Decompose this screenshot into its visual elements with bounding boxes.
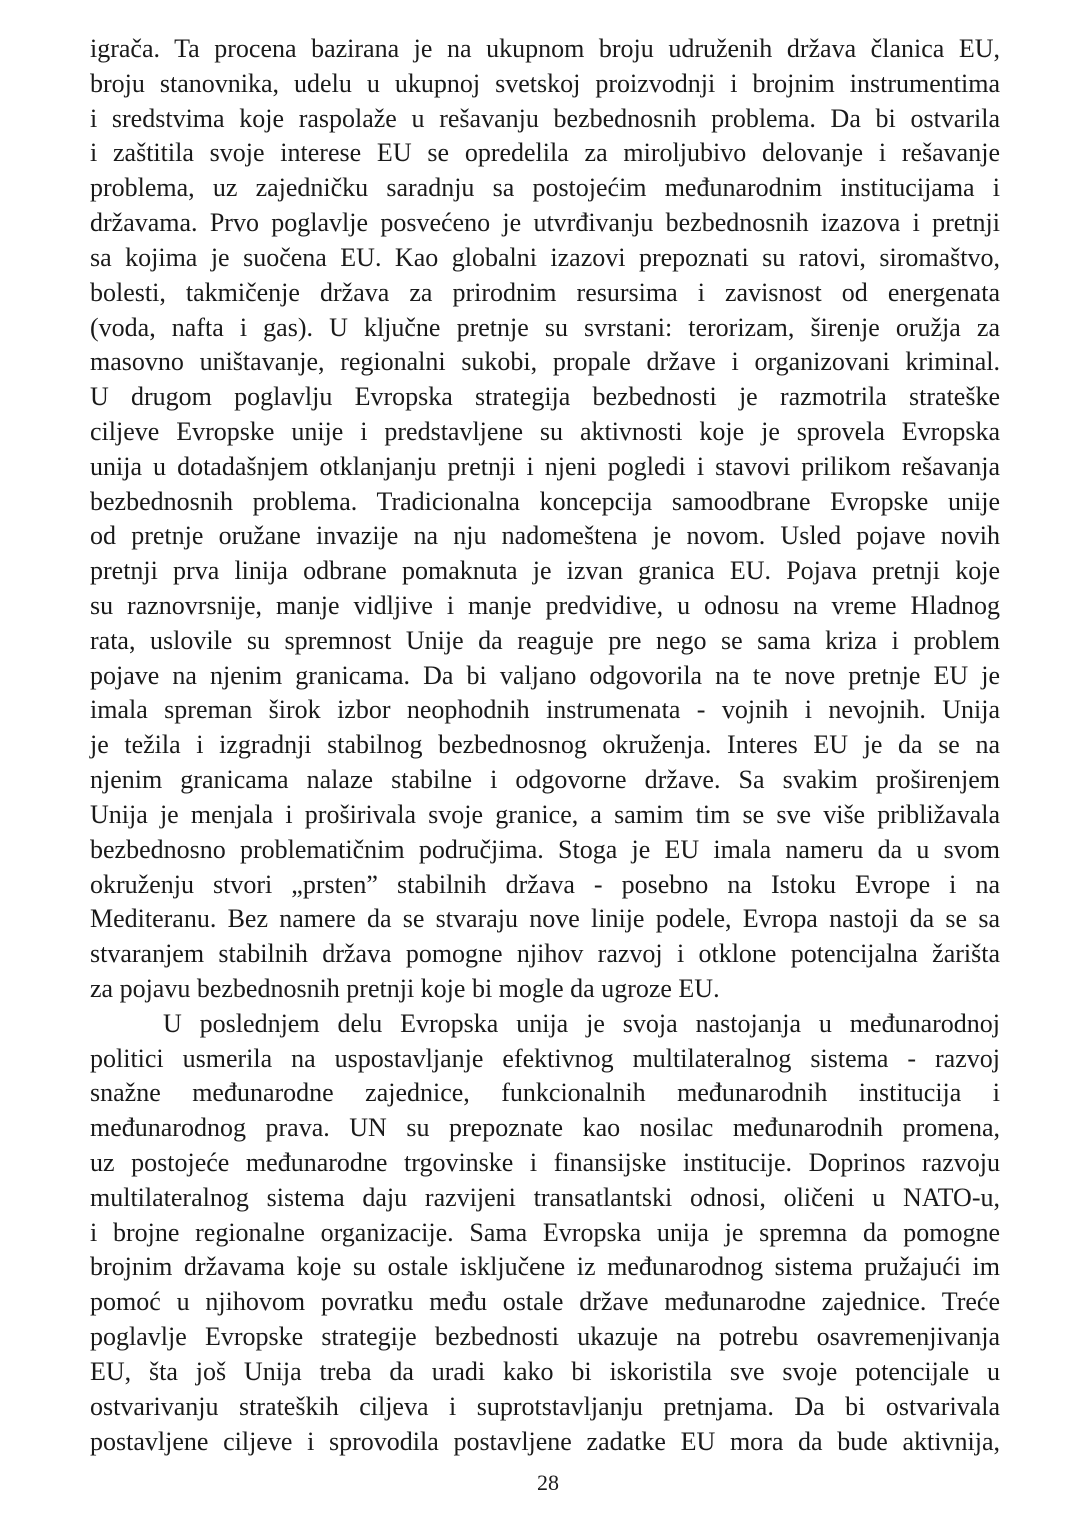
text-line: (voda, nafta i gas). U ključne pretnje su svrstani: terorizam, širenje oružja za <box>90 312 1000 342</box>
text-line: broju stanovnika, udelu u ukupnoj svetskoj proizvodnji i brojnim instrumentima <box>90 68 1000 98</box>
text-line: i brojne regionalne organizacije. Sama Evropska unija je spremna da pomogne <box>90 1217 1000 1247</box>
text-line: od pretnje oružane invazije na nju nadomeštena je novom. Usled pojave novih <box>90 521 1000 551</box>
text-line: rata, uslovile su spremnost Unije da reaguje pre nego se sama kriza i problem <box>90 625 1000 655</box>
text-line: igrača. Ta procena bazirana je na ukupnom broju udruženih država članica EU, <box>90 34 1000 63</box>
text-line: njenim granicama nalaze stabilne i odgovorne države. Sa svakim proširenjem <box>90 765 1000 795</box>
text-line: U drugom poglavlju Evropska strategija bezbednosti je razmotrila strateške <box>90 382 1000 412</box>
text-line: sa kojima je suočena EU. Kao globalni izazovi prepoznati su ratovi, siromaštvo, <box>90 242 1000 272</box>
text-line: državama. Prvo poglavlje posvećeno je utvrđivanju bezbednosnih izazova i pretnji <box>90 208 1000 238</box>
text-line: pretnji prva linija odbrane pomaknuta je izvan granica EU. Pojava pretnji koje <box>90 556 1000 586</box>
paragraph <box>90 32 1000 1007</box>
text-line: postavljene ciljeve i sprovodila postavljene zadatke EU mora da bude aktivnija, <box>90 1426 1000 1456</box>
text-line: multilateralnog sistema daju razvijeni transatlantski odnosi, oličeni u NATO-u, <box>90 1182 1000 1212</box>
text-line: EU, šta još Unija treba da uradi kako bi iskoristila sve svoje potencijale u <box>90 1356 1000 1386</box>
text-line: imala spreman širok izbor neophodnih instrumenata - vojnih i nevojnih. Unija <box>90 695 1000 725</box>
text-line: problema, uz zajedničku saradnju sa postojećim međunarodnim institucijama i <box>90 173 1000 203</box>
text-line: i zaštitila svoje interese EU se opredelila za miroljubivo delovanje i rešavanje <box>90 138 1000 168</box>
text-line: politici usmerila na uspostavljanje efektivnog multilateralnog sistema - razvoj <box>90 1043 1000 1073</box>
text-line: unija u dotadašnjem otklanjanju pretnji i njeni pogledi i stavovi prilikom rešavanja <box>90 451 1000 481</box>
text-line: stvaranjem stabilnih država pomogne njihov razvoj i otklone potencijalna žarišta <box>90 939 1000 969</box>
text-line: U poslednjem delu Evropska unija je svoja nastojanja u međunarodnoj <box>163 1008 1000 1038</box>
page-number: 28 <box>537 1470 559 1495</box>
text-line: su raznovrsnije, manje vidljive i manje predvidive, u odnosu na vreme Hladnog <box>90 591 1000 620</box>
text-line: Unija je menjala i proširivala svoje granice, a samim tim se sve više približavala <box>90 799 1000 829</box>
text-line: okruženju stvori „prsten” stabilnih država - posebno na Istoku Evrope i na <box>90 869 1000 899</box>
text-line: bezbednosnih problema. Tradicionalna koncepcija samoodbrane Evropske unije <box>90 486 1000 516</box>
text-line: i sredstvima koje raspolaže u rešavanju bezbednosnih problema. Da bi ostvarila <box>90 103 1000 133</box>
paragraph <box>90 1007 1000 1460</box>
text-line: poglavlje Evropske strategije bezbednosti ukazuje na potrebu osavremenjivanja <box>90 1322 1000 1352</box>
text-line: ostvarivanju strateških ciljeva i suprotstavljanju pretnjama. Da bi ostvarivala <box>90 1391 1000 1421</box>
text-line: brojnim državama koje su ostale isključene iz međunarodnog sistema pružajući im <box>90 1252 1000 1282</box>
text-line: međunarodnog prava. UN su prepoznate kao nosilac međunarodnih promena, <box>90 1113 1000 1143</box>
text-line: bezbednosno problematičnim područjima. Stoga je EU imala nameru da u svom <box>90 834 1000 864</box>
text-line: snažne međunarodne zajednice, funkcionalnih međunarodnih institucija i <box>90 1078 1000 1108</box>
text-line: bolesti, takmičenje država za prirodnim resursima i zavisnost od energenata <box>90 277 1000 307</box>
text-line: Mediteranu. Bez namere da se stvaraju nove linije podele, Evropa nastoji da se sa <box>90 904 1000 934</box>
text-line: je težila i izgradnji stabilnog bezbednosnog okruženja. Interes EU je da se na <box>90 730 1000 760</box>
text-line: masovno uništavanje, regionalni sukobi, propale države i organizovani kriminal. <box>90 347 1000 377</box>
text-line: za pojavu bezbednosnih pretnji koje bi mogle da ugroze EU. <box>90 973 720 1003</box>
text-line: pojave na njenim granicama. Da bi valjano odgovorila na te nove pretnje EU je <box>90 660 1000 690</box>
text-line: uz postojeće međunarodne trgovinske i finansijske institucije. Doprinos razvoju <box>90 1148 1000 1177</box>
body-text <box>90 32 1000 1459</box>
text-line: pomoć u njihovom povratku među ostale države međunarodne zajednice. Treće <box>90 1287 1000 1317</box>
text-line: ciljeve Evropske unije i predstavljene su aktivnosti koje je sprovela Evropska <box>90 416 1000 446</box>
